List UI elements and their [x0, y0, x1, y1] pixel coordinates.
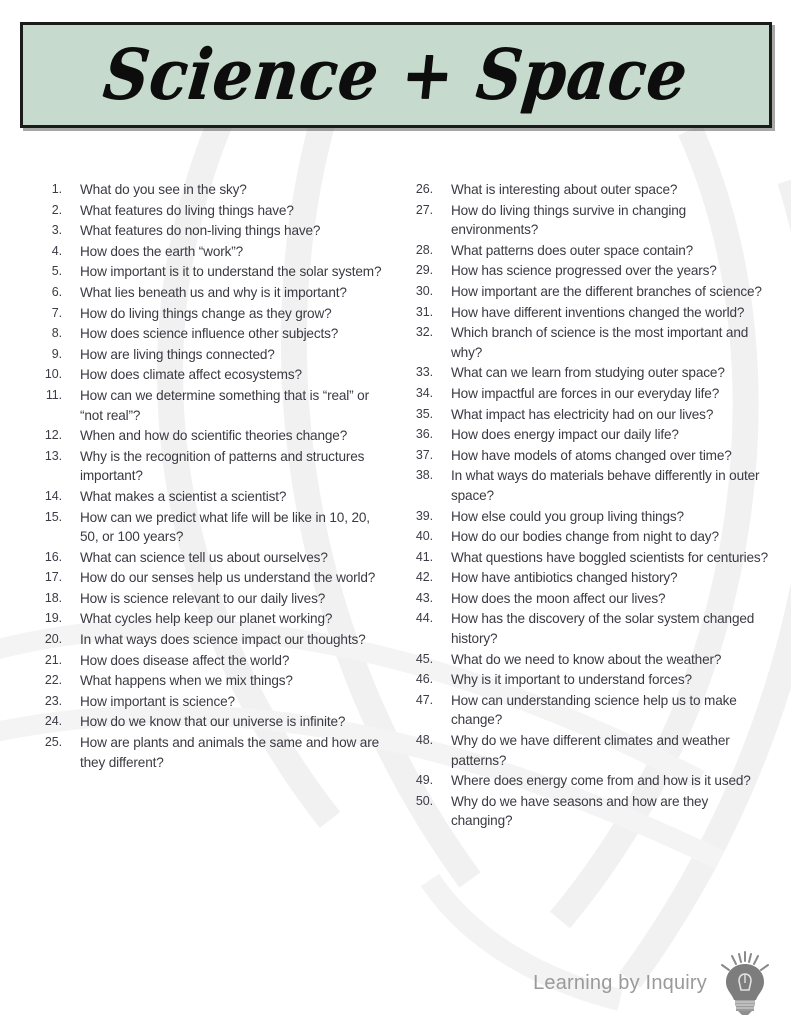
question-item — [403, 405, 771, 425]
question-number: 4. — [51, 243, 62, 258]
question-text: How important is science? — [80, 693, 235, 709]
question-item — [36, 426, 389, 446]
footer-branding — [533, 950, 773, 1016]
question-item — [36, 692, 389, 712]
question-text: In what ways does science impact our thoughts? — [80, 632, 366, 648]
question-item — [403, 323, 771, 362]
question-text: How does climate affect ecosystems? — [80, 367, 302, 383]
question-number: 47. — [415, 692, 433, 707]
question-text: How do living things change as they grow? — [80, 305, 332, 321]
question-number: 33. — [415, 365, 433, 380]
question-item — [403, 303, 771, 323]
question-text: How does science influence other subjects? — [80, 326, 339, 342]
question-number: 50. — [415, 793, 433, 808]
question-number: 20. — [44, 632, 62, 647]
question-text: Which branch of science is the most important and why? — [451, 325, 749, 360]
question-item — [403, 446, 771, 466]
question-item — [36, 548, 389, 568]
question-text: What impact has electricity had on our lives? — [451, 406, 714, 422]
question-text: How have antibiotics changed history? — [451, 570, 678, 586]
question-number: 28. — [415, 242, 433, 257]
question-number: 34. — [415, 385, 433, 400]
question-list — [0, 180, 791, 832]
question-text: What makes a scientist a scientist? — [80, 488, 287, 504]
question-item — [36, 324, 389, 344]
question-number: 10. — [44, 367, 62, 382]
question-number: 18. — [44, 590, 62, 605]
question-number: 1. — [51, 182, 62, 196]
question-item — [403, 201, 771, 240]
question-item — [36, 365, 389, 385]
question-item — [403, 507, 771, 527]
question-text: Where does energy come from and how is it used? — [451, 773, 751, 789]
question-item — [36, 262, 389, 282]
question-item — [403, 650, 771, 670]
question-text: How does energy impact our daily life? — [451, 427, 679, 443]
question-text: How can we predict what life will be like in 10, 20, 50, or 100 years? — [80, 509, 370, 545]
question-text: How do our senses help us understand the world? — [80, 570, 376, 586]
question-text: How can understanding science help us to make change? — [451, 692, 737, 728]
question-text: How have models of atoms changed over time? — [451, 447, 732, 463]
question-item — [403, 691, 771, 730]
question-item — [403, 670, 771, 690]
question-item — [36, 386, 389, 425]
question-item — [403, 261, 771, 281]
question-number: 14. — [44, 488, 62, 503]
question-text: What features do living things have? — [80, 202, 294, 218]
header-banner — [20, 22, 772, 128]
question-item — [36, 180, 389, 200]
question-text: How do we know that our universe is infinite? — [80, 714, 346, 730]
question-text: What patterns does outer space contain? — [451, 242, 694, 258]
question-number: 27. — [415, 202, 433, 217]
question-number: 39. — [415, 508, 433, 523]
question-text: How important is it to understand the solar system? — [80, 264, 382, 280]
question-item — [36, 487, 389, 507]
question-text: Why is it important to understand forces? — [451, 672, 692, 688]
question-number: 42. — [415, 570, 433, 585]
question-text: How has science progressed over the years? — [451, 263, 717, 279]
question-number: 46. — [415, 672, 433, 687]
question-text: Why do we have seasons and how are they changing? — [451, 793, 709, 829]
question-number: 9. — [51, 346, 62, 361]
question-item — [403, 180, 771, 200]
question-number: 12. — [44, 428, 62, 443]
question-item — [403, 568, 771, 588]
question-text: How has the discovery of the solar system changed history? — [451, 611, 755, 647]
question-item — [36, 712, 389, 732]
question-text: What can science tell us about ourselves? — [80, 549, 328, 565]
question-item — [36, 508, 389, 547]
question-item — [36, 304, 389, 324]
question-number: 25. — [44, 735, 62, 750]
question-item — [36, 568, 389, 588]
question-item — [36, 345, 389, 365]
question-number: 48. — [415, 733, 433, 748]
brand-name: Learning by Inquiry — [533, 971, 707, 994]
question-number: 31. — [415, 304, 433, 319]
question-text: How does the earth “work”? — [80, 243, 244, 259]
question-number: 30. — [415, 283, 433, 298]
question-number: 32. — [415, 325, 433, 340]
question-text: How is science relevant to our daily lives? — [80, 590, 326, 606]
question-number: 16. — [44, 549, 62, 564]
question-text: How do our bodies change from night to day? — [451, 529, 719, 545]
question-number: 29. — [415, 263, 433, 278]
question-number: 35. — [415, 406, 433, 421]
question-number: 37. — [415, 447, 433, 462]
question-number: 8. — [51, 326, 62, 341]
question-text: What questions have boggled scientists for centuries? — [451, 549, 768, 565]
question-text: How are living things connected? — [80, 346, 275, 362]
question-item — [403, 282, 771, 302]
question-number: 19. — [44, 611, 62, 626]
question-item — [36, 242, 389, 262]
question-text: What do we need to know about the weather? — [451, 651, 722, 667]
question-number: 38. — [415, 468, 433, 483]
question-text: What happens when we mix things? — [80, 673, 293, 689]
question-text: In what ways do materials behave differently in outer space? — [451, 468, 760, 503]
question-text: Why is the recognition of patterns and structures important? — [80, 448, 365, 484]
question-item — [36, 630, 389, 650]
lightbulb-icon — [717, 950, 773, 1016]
question-number: 5. — [51, 264, 62, 279]
question-number: 49. — [415, 773, 433, 788]
question-number: 24. — [44, 714, 62, 729]
question-item — [36, 733, 389, 772]
question-number: 17. — [44, 570, 62, 585]
question-number: 7. — [51, 305, 62, 320]
question-item — [403, 363, 771, 383]
question-item — [403, 384, 771, 404]
question-number: 15. — [44, 509, 62, 524]
question-number: 11. — [45, 387, 62, 402]
question-text: What lies beneath us and why is it important? — [80, 284, 347, 300]
question-text: When and how do scientific theories change? — [80, 428, 348, 444]
question-text: What is interesting about outer space? — [451, 182, 678, 197]
question-number: 43. — [415, 590, 433, 605]
question-item — [36, 589, 389, 609]
question-text: How can we determine something that is “real” or “not real”? — [80, 387, 369, 423]
question-column-left — [0, 180, 395, 773]
question-item — [403, 548, 771, 568]
question-item — [36, 651, 389, 671]
question-number: 2. — [51, 202, 62, 217]
question-item — [36, 447, 389, 486]
question-text: What do you see in the sky? — [80, 182, 247, 197]
question-item — [403, 241, 771, 261]
question-number: 41. — [415, 549, 433, 564]
question-item — [403, 527, 771, 547]
question-number: 36. — [415, 427, 433, 442]
question-number: 26. — [415, 182, 433, 196]
question-item — [403, 425, 771, 445]
question-text: What features do non-living things have? — [80, 223, 321, 239]
question-text: How have different inventions changed the world? — [451, 304, 745, 320]
question-text: What cycles help keep our planet working? — [80, 611, 333, 627]
question-text: Why do we have different climates and weather patterns? — [451, 733, 730, 768]
question-item — [403, 792, 771, 831]
question-text: How does disease affect the world? — [80, 652, 290, 668]
question-text: What can we learn from studying outer space? — [451, 365, 725, 381]
question-text: How are plants and animals the same and how are they different? — [80, 735, 379, 770]
question-text: How do living things survive in changing environments? — [451, 202, 687, 238]
page-title: Science + Space — [100, 33, 693, 116]
question-item — [403, 609, 771, 648]
question-item — [403, 731, 771, 770]
question-item — [36, 201, 389, 221]
question-item — [403, 589, 771, 609]
question-text: How impactful are forces in our everyday life? — [451, 385, 720, 401]
question-number: 22. — [44, 673, 62, 688]
question-number: 44. — [415, 611, 433, 626]
question-text: How important are the different branches of science? — [451, 283, 762, 299]
question-number: 45. — [415, 651, 433, 666]
question-item — [36, 671, 389, 691]
question-item — [36, 283, 389, 303]
question-item — [403, 771, 771, 791]
question-item — [36, 609, 389, 629]
question-number: 21. — [44, 652, 62, 667]
question-item — [403, 466, 771, 505]
question-item — [36, 221, 389, 241]
question-text: How else could you group living things? — [451, 508, 684, 524]
question-text: How does the moon affect our lives? — [451, 590, 666, 606]
question-number: 23. — [44, 693, 62, 708]
question-column-right — [395, 180, 791, 832]
question-number: 6. — [51, 284, 62, 299]
question-number: 40. — [415, 529, 433, 544]
question-number: 13. — [44, 448, 62, 463]
question-number: 3. — [51, 223, 62, 238]
